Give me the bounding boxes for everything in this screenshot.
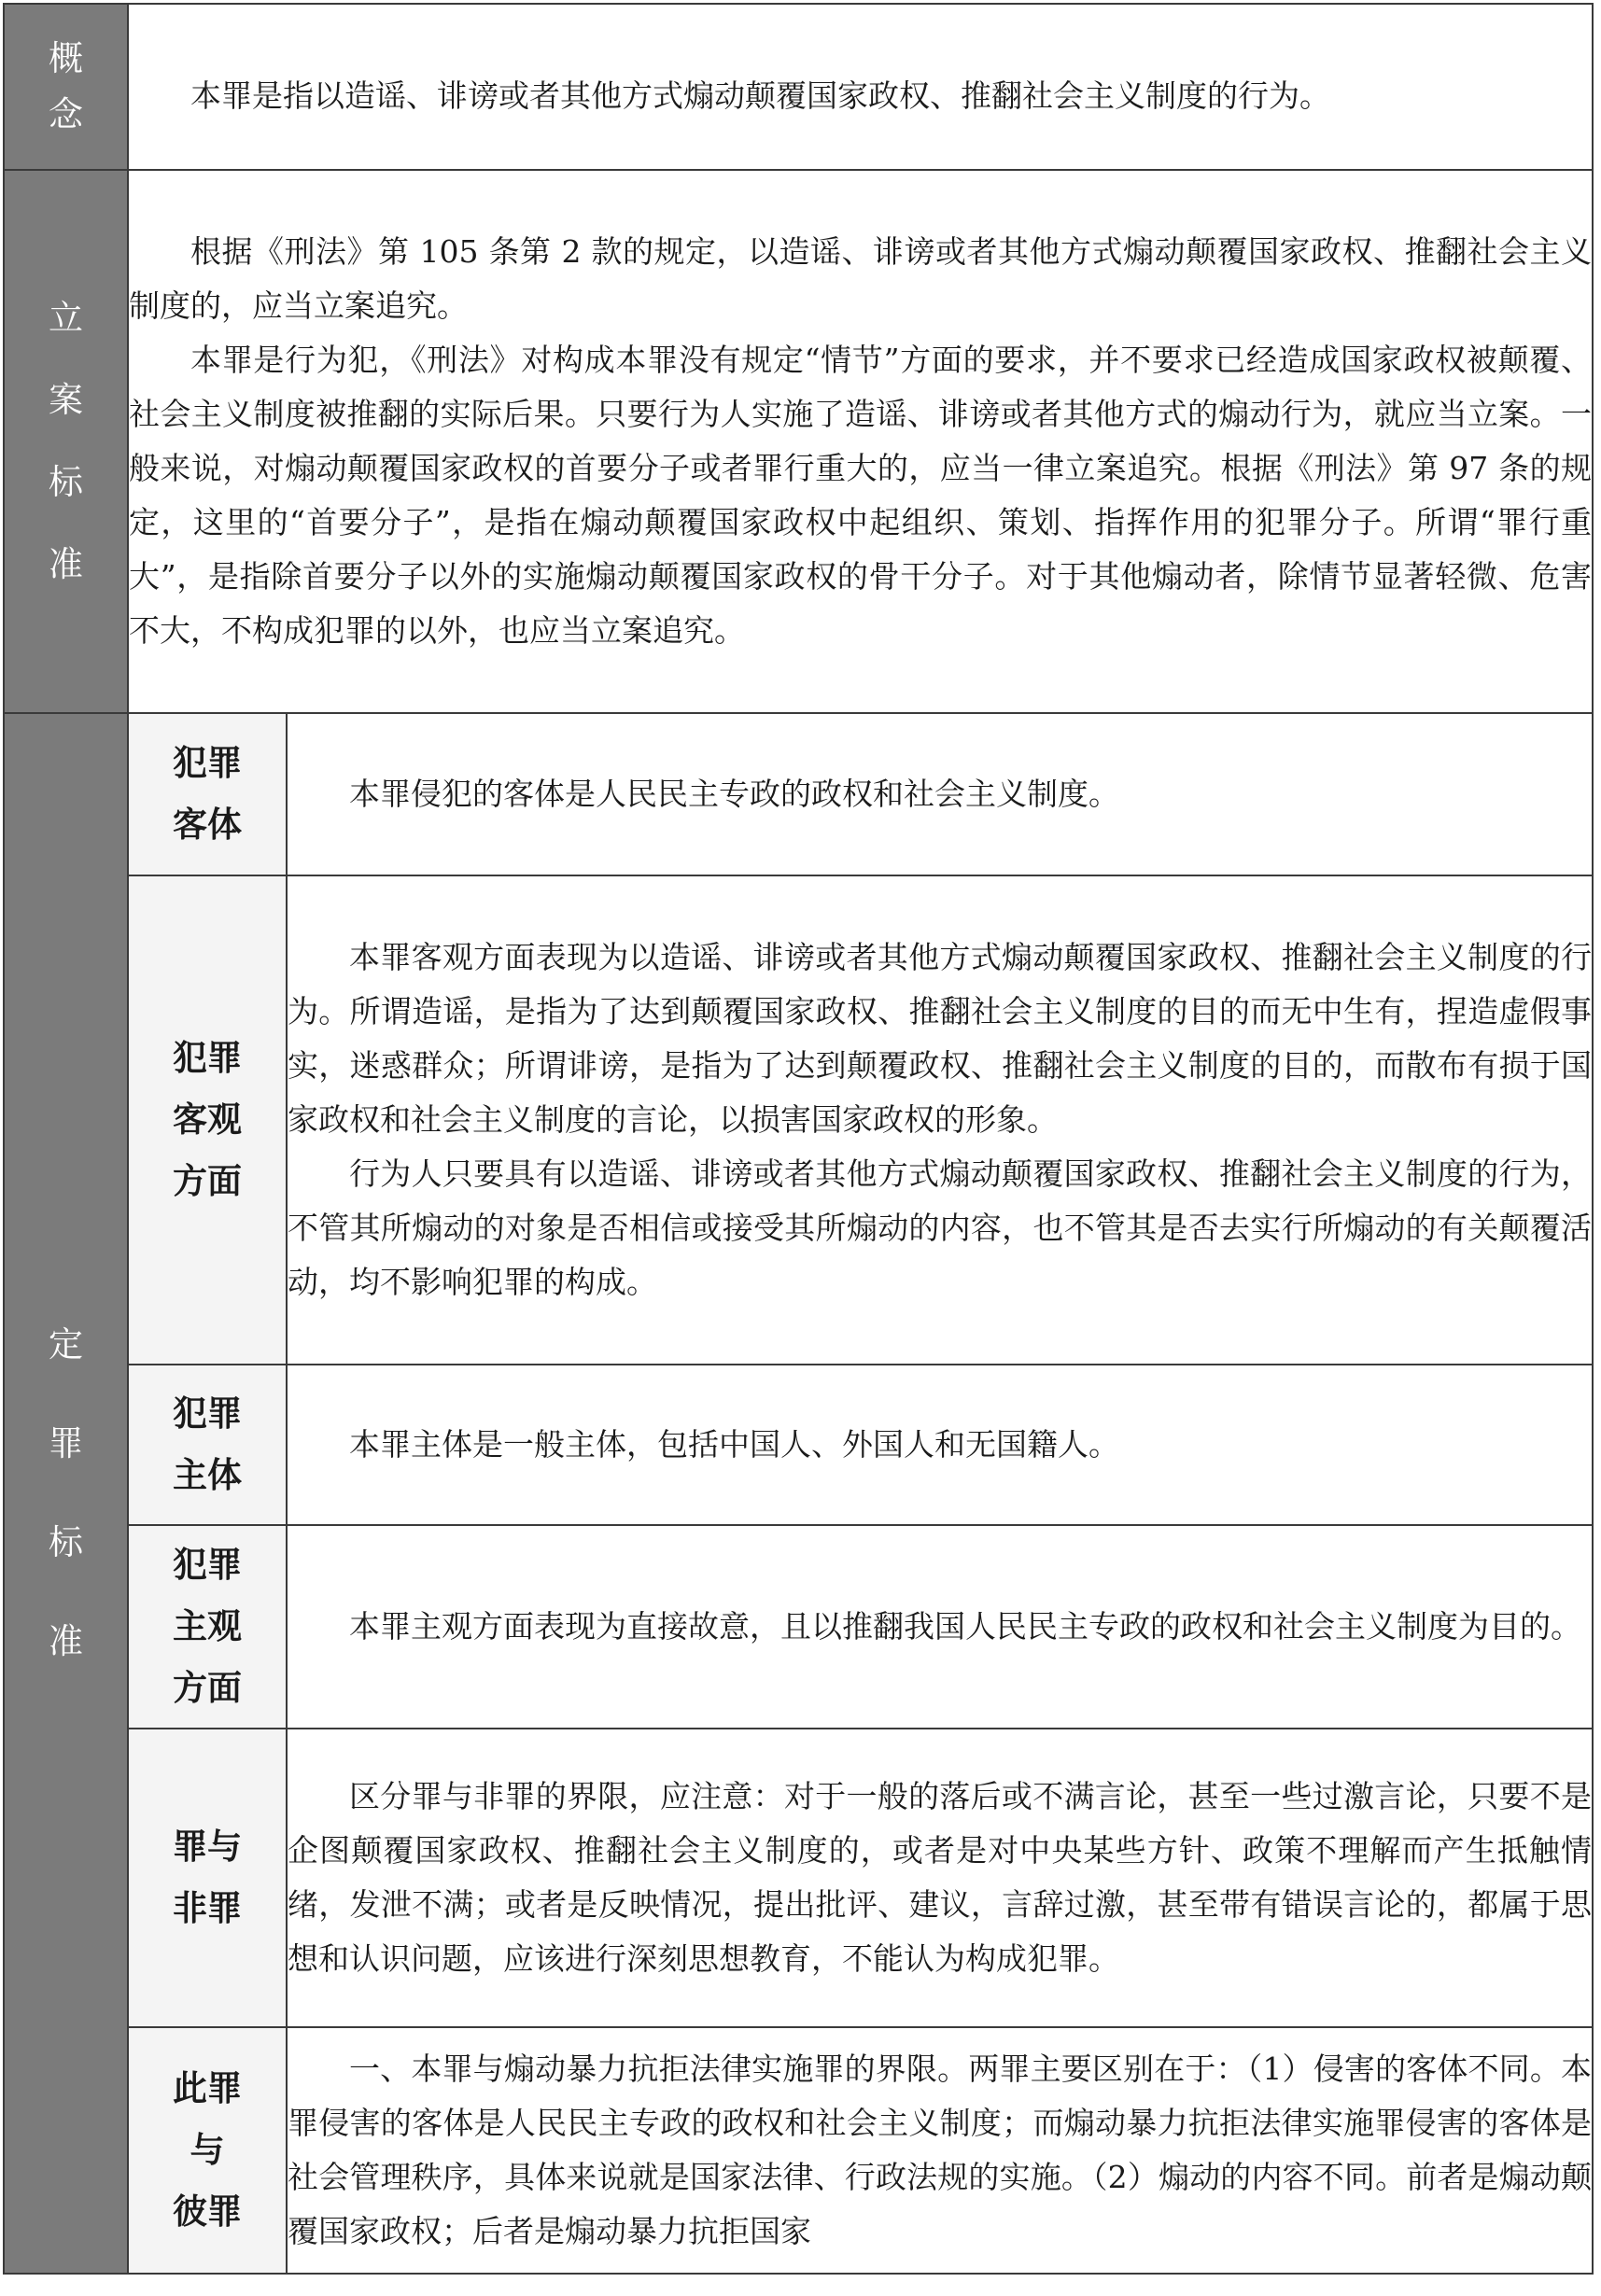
filing-standard-row <box>4 170 1593 713</box>
filing-standard-content <box>128 170 1593 713</box>
subjective-aspect-label: 犯罪 主观 方面 <box>128 1525 287 1729</box>
crime-vs-noncrime-row <box>4 1729 1593 2027</box>
paragraph: 本罪是行为犯，《刑法》对构成本罪没有规定“情节”方面的要求，并不要求已经造成国家政权被颠覆、社会主义制度被推翻的实际后果。只要行为人实施了造谣、诽谤或者其他方式的煽动行为，就应当立案。一般来说，对煽动颠覆国家政权的首要分子或者罪行重大的，应当一律立案追究。根据《刑法》第 97 条的规定，这里的“首要分子”，是指在煽动颠覆国家政权中起组织、策划、指挥作用的犯罪分子。所谓“罪行重大”，是指除首要分子以外的实施煽动颠覆国家政权的骨干分子。对于其他煽动者，除情节显著轻微、危害不大，不构成犯罪的以外，也应当立案追究。 <box>129 342 1592 649</box>
document-page <box>3 3 1594 2275</box>
subject-label: 犯罪 主体 <box>128 1365 287 1525</box>
subject-row <box>4 1365 1593 1525</box>
paragraph: 本罪主观方面表现为直接故意，且以推翻我国人民民主专政的政权和社会主义制度为目的。 <box>349 1608 1581 1645</box>
concept-content <box>128 4 1593 170</box>
paragraph: 区分罪与非罪的界限，应注意：对于一般的落后或不满言论，甚至一些过激言论，只要不是企图颠覆国家政权、推翻社会主义制度的，或者是对中央某些方针、政策不理解而产生抵触情绪，发泄不满；或者是反映情况，提出批评、建议，言辞过激，甚至带有错误言论的，都属于思想和认识问题，应该进行深刻思想教育，不能认为构成犯罪。 <box>288 1778 1592 1977</box>
crime-vs-noncrime-label: 罪与 非罪 <box>128 1729 287 2027</box>
object-label: 犯罪 客体 <box>128 713 287 875</box>
subjective-aspect-content <box>287 1525 1593 1729</box>
paragraph: 根据《刑法》第 105 条第 2 款的规定，以造谣、诽谤或者其他方式煽动颠覆国家政权、推翻社会主义制度的，应当立案追究。 <box>129 233 1592 324</box>
object-row <box>4 713 1593 875</box>
objective-aspect-row <box>4 875 1593 1365</box>
concept-label: 概 念 <box>4 4 128 170</box>
subjective-aspect-row <box>4 1525 1593 1729</box>
this-vs-other-crime-row <box>4 2027 1593 2274</box>
paragraph: 一、本罪与煽动暴力抗拒法律实施罪的界限。两罪主要区别在于：（1）侵害的客体不同。本罪侵害的客体是人民民主专政的政权和社会主义制度；而煽动暴力抗拒法律实施罪侵害的客体是社会管理秩序，具体来说就是国家法律、行政法规的实施。（2）煽动的内容不同。前者是煽动颠覆国家政权；后者是煽动暴力抗拒国家 <box>288 2051 1592 2249</box>
subject-content <box>287 1365 1593 1525</box>
crime-standard-table <box>3 3 1594 2275</box>
object-content <box>287 713 1593 875</box>
this-vs-other-crime-content <box>287 2027 1593 2274</box>
objective-aspect-content <box>287 875 1593 1365</box>
crime-vs-noncrime-content <box>287 1729 1593 2027</box>
this-vs-other-crime-label: 此罪 与 彼罪 <box>128 2027 287 2274</box>
paragraph: 本罪主体是一般主体，包括中国人、外国人和无国籍人。 <box>349 1426 1119 1463</box>
paragraph: 本罪侵犯的客体是人民民主专政的政权和社会主义制度。 <box>349 776 1119 812</box>
paragraph: 本罪客观方面表现为以造谣、诽谤或者其他方式煽动颠覆国家政权、推翻社会主义制度的行为。所谓造谣，是指为了达到颠覆国家政权、推翻社会主义制度的目的而无中生有，捏造虚假事实，迷惑群众；所谓诽谤，是指为了达到颠覆政权、推翻社会主义制度的目的，而散布有损于国家政权和社会主义制度的言论，以损害国家政权的形象。 <box>288 939 1592 1138</box>
objective-aspect-label: 犯罪 客观 方面 <box>128 875 287 1365</box>
filing-standard-label: 立 案 标 准 <box>4 170 128 713</box>
conviction-standard-label: 定 罪 标 准 <box>4 713 128 2274</box>
paragraph: 本罪是指以造谣、诽谤或者其他方式煽动颠覆国家政权、推翻社会主义制度的行为。 <box>190 77 1330 114</box>
paragraph: 行为人只要具有以造谣、诽谤或者其他方式煽动颠覆国家政权、推翻社会主义制度的行为，不管其所煽动的对象是否相信或接受其所煽动的内容，也不管其是否去实行所煽动的有关颠覆活动，均不影响犯罪的构成。 <box>288 1155 1592 1300</box>
concept-row <box>4 4 1593 170</box>
